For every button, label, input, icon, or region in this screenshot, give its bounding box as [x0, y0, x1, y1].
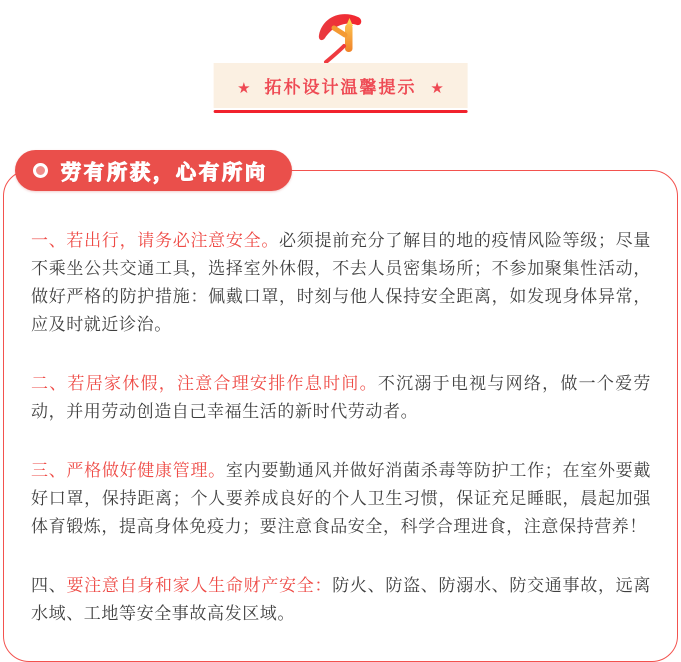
notice-card — [3, 160, 678, 662]
red-flag-worker-icon — [311, 8, 371, 64]
banner-underline — [213, 110, 468, 113]
paragraph-2-body: 不沉溺于电视与网络，做一个爱劳动，并用劳动创造自己幸福生活的新时代劳动者。 — [31, 374, 652, 422]
page-title-text: 拓朴设计温馨提示 — [264, 78, 417, 98]
paragraph-3-lead: 三、严格做好健康管理。 — [31, 461, 226, 481]
paragraph-3-body: 室内要勤通风并做好消菌杀毒等防护工作；在室外要戴好口罩，保持距离；个人要养成良好的个人卫生习惯，保证充足睡眠，晨起加强体育锻炼，提高身体免疫力；要注意食品安全，科学合理进食，注意保持营养！ — [31, 461, 651, 537]
notice-content — [4, 171, 677, 628]
section-ribbon — [15, 150, 292, 191]
paragraph-1-body: 必须提前充分了解目的地的疫情风险等级；尽量不乘坐公共交通工具，选择室外休假，不去人员密集场所；不参加聚集性活动，做好严格的防护措施：佩戴口罩，时刻与他人保持安全距离，如发现身体异常，应及时就近诊治。 — [31, 231, 651, 335]
section-title: 劳有所获，心有所向 — [61, 160, 268, 184]
star-icon: ★ — [237, 79, 251, 97]
paragraph-3 — [31, 457, 651, 541]
paragraph-1-lead: 一、若出行，请务必注意安全。 — [31, 231, 280, 251]
ring-bullet-icon — [33, 163, 48, 178]
paragraph-4-lead: 要注意自身和家人生命财产安全： — [66, 576, 333, 596]
paragraph-2-lead: 二、若居家休假，注意合理安排作息时间。 — [31, 374, 378, 394]
paragraph-2 — [31, 370, 651, 426]
title-banner — [213, 63, 468, 113]
paragraph-4 — [31, 572, 651, 628]
paragraph-1 — [31, 227, 651, 339]
page-title — [213, 63, 468, 108]
paragraph-4-number: 四、 — [31, 576, 67, 596]
star-icon: ★ — [430, 79, 444, 97]
paragraph-4-body: 防火、防盗、防溺水、防交通事故，远离水域、工地等安全事故高发区域。 — [31, 576, 651, 624]
